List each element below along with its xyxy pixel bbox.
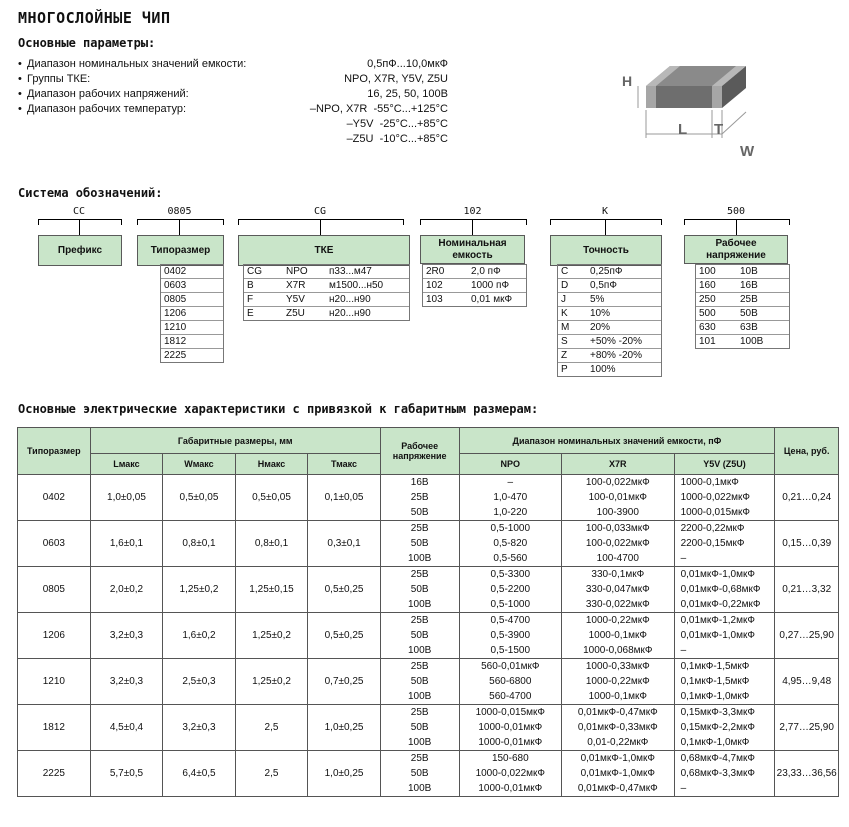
cell-h: 1,25±0,15 [235,567,308,613]
cell-y5v-line: 0,01мкФ-1,2мкФ [680,615,755,626]
dim-l-label: L [678,121,688,138]
cell-x7r-line: 330-0,1мкФ [591,569,645,580]
cell-x7r-line: 100-0,033мкФ [585,523,650,534]
table-row [18,613,839,659]
cell-size: 0805 [18,567,91,613]
code-tke: CG [313,206,327,217]
cell-x7r-line: 330-0,022мкФ [585,599,650,610]
chip-front [646,86,722,108]
cell-x7r [562,751,675,797]
cell-npo [459,705,562,751]
list-item: 250 25В [696,293,789,307]
table-heading: Основные электрические характеристики с привязкой к габаритным размерам: [18,402,539,416]
cell-npo [459,613,562,659]
cell-price: 2,77…25,90 [775,705,839,751]
cell-voltage-line: 25В [410,661,429,672]
dim-t-label: T [714,121,724,138]
cell-t: 0,5±0,25 [308,613,381,659]
cell-x7r-line: 0,01-0,22мкФ [587,737,649,748]
header-range: Диапазон номинальных значений емкости, пФ [459,428,775,454]
cell-voltage-line: 25В [410,753,429,764]
cell-h: 0,8±0,1 [235,521,308,567]
header-t: Тмакс [308,454,381,475]
cell-y5v-line: 0,68мкФ-4,7мкФ [680,753,755,764]
cell-t: 0,7±0,25 [308,659,381,705]
cell-npo-line: 0,5-3300 [490,569,531,580]
cell-y5v-line: – [680,645,687,656]
table-row [18,567,839,613]
cell-y5v [674,567,775,613]
cell-voltage-line: 50В [410,768,429,779]
cell-l: 4,5±0,4 [90,705,163,751]
cell-npo-line: 1000-0,01мкФ [478,722,543,733]
cell-x7r-line: 0,01мкФ-0,33мкФ [577,722,658,733]
cell-x7r [562,475,675,521]
cell-x7r-line: 330-0,047мкФ [585,584,650,595]
cell-x7r-line: 0,01мкФ-0,47мкФ [577,783,658,794]
list-item: 103 0,01 мкФ [426,294,513,305]
box-prefix: Префикс [38,235,122,266]
cell-npo-line: 0,5-1000 [490,599,531,610]
bracket [137,219,224,225]
header-h: Hмакс [235,454,308,475]
cell-y5v-line: 1000-0,022мкФ [680,492,751,503]
cell-y5v-line: 0,1мкФ-1,5мкФ [680,676,750,687]
list-item: P 100% [561,364,616,375]
header-w: Wмакс [163,454,236,475]
cell-voltage-line: 100В [407,599,432,610]
cell-y5v-line: 1000-0,1мкФ [680,477,739,488]
cell-price: 0,21…3,32 [775,567,839,613]
cell-x7r-line: 1000-0,068мкФ [583,645,653,656]
cell-npo-line: 0,5-4700 [490,615,531,626]
cell-voltage-line: 25В [410,492,429,503]
cell-x7r-line: 100-4700 [596,553,639,564]
cell-size: 1210 [18,659,91,705]
list-item: M 20% [558,321,661,335]
cell-npo-line: 0,5-560 [493,553,528,564]
tolerance-list [557,264,662,377]
cell-voltage-line: 50В [410,507,429,518]
list-item: 102 1000 пФ [423,279,526,293]
cell-npo [459,521,562,567]
cell-l: 2,0±0,2 [90,567,163,613]
list-item: K 10% [558,307,661,321]
cell-l: 5,7±0,5 [90,751,163,797]
bracket [238,219,404,225]
code-tolerance: K [601,206,609,217]
bracket [684,219,790,225]
header-price: Цена, руб. [775,428,839,475]
cell-y5v-line: 1000-0,015мкФ [680,507,751,518]
box-tolerance: Точность [550,235,662,266]
cell-t: 0,1±0,05 [308,475,381,521]
code-capacity: 102 [463,206,482,217]
param-row: • Диапазон рабочих температур: –NPO, X7R -55°C...+125°C [18,103,448,115]
cell-x7r [562,613,675,659]
cell-npo-line: 0,5-3900 [490,630,531,641]
cell-voltage [380,613,459,659]
header-npo: NPO [459,454,562,475]
cell-npo-line: 1,0-470 [493,492,528,503]
cell-y5v [674,705,775,751]
list-item: 101 100В [699,336,764,347]
cell-t: 1,0±0,25 [308,751,381,797]
size-list [160,264,224,363]
table-row [18,659,839,705]
box-voltage: Рабочее напряжение [684,235,788,264]
cell-w: 0,8±0,1 [163,521,236,567]
cell-h: 1,25±0,2 [235,659,308,705]
cell-voltage-line: 100В [407,783,432,794]
cell-y5v [674,613,775,659]
list-item: 1210 [161,321,223,335]
cell-y5v-line: – [680,783,687,794]
cell-l: 1,0±0,05 [90,475,163,521]
cell-size: 2225 [18,751,91,797]
cell-npo-line: 1000-0,022мкФ [475,768,546,779]
cell-size: 0402 [18,475,91,521]
cell-y5v-line: 0,68мкФ-3,3мкФ [680,768,755,779]
voltage-list [695,264,790,349]
cell-x7r-line: 0,01мкФ-0,47мкФ [577,707,658,718]
table-row [18,521,839,567]
cell-npo [459,659,562,705]
cell-x7r-line: 1000-0,1мкФ [588,630,647,641]
cell-y5v-line: 2200-0,22мкФ [680,523,745,534]
cell-y5v-line: 0,15мкФ-2,2мкФ [680,722,755,733]
cell-h: 0,5±0,05 [235,475,308,521]
spec-table [17,427,839,797]
table-row [18,751,839,797]
cell-h: 1,25±0,2 [235,613,308,659]
cell-voltage [380,475,459,521]
cell-voltage-line: 25В [410,707,429,718]
cell-x7r-line: 100-3900 [596,507,639,518]
cell-npo-line: 1,0-220 [493,507,528,518]
cell-npo-line: 1000-0,015мкФ [475,707,546,718]
cell-npo-line: 1000-0,01мкФ [478,737,543,748]
cell-voltage [380,705,459,751]
list-item: 0805 [161,293,223,307]
designation-heading: Система обозначений: [18,186,163,200]
cell-y5v [674,475,775,521]
list-item: J 5% [558,293,661,307]
cell-l: 3,2±0,3 [90,659,163,705]
cell-size: 1812 [18,705,91,751]
bracket [420,219,527,225]
tke-list [243,264,410,321]
cell-x7r [562,567,675,613]
cell-y5v-line: – [680,553,687,564]
table-row [18,475,839,521]
list-item: C 0,25пФ [558,265,661,279]
cell-w: 2,5±0,3 [163,659,236,705]
param-row: • Группы ТКЕ: NPO, X7R, Y5V, Z5U [18,73,448,85]
param-row: • Диапазон номинальных значений емкости: 0,5пФ...10,0мкФ [18,58,448,70]
code-voltage: 500 [726,206,746,217]
cell-x7r [562,705,675,751]
cell-w: 6,4±0,5 [163,751,236,797]
header-x7r: X7R [562,454,675,475]
cell-npo-line: 0,5-1500 [490,645,531,656]
cell-voltage-line: 50В [410,630,429,641]
code-prefix: CC [72,206,86,217]
cell-voltage-line: 50В [410,538,429,549]
cell-w: 1,25±0,2 [163,567,236,613]
box-tke: ТКЕ [238,235,410,266]
cell-x7r-line: 100-0,01мкФ [588,492,647,503]
cell-voltage [380,567,459,613]
cell-x7r-line: 100-0,022мкФ [585,477,650,488]
cell-x7r-line: 1000-0,1мкФ [588,691,647,702]
cell-x7r-line: 0,01мкФ-1,0мкФ [580,768,655,779]
box-capacity: Номинальная емкость [420,235,525,264]
cell-npo [459,567,562,613]
header-y5v: Y5V (Z5U) [674,454,775,475]
bracket [550,219,662,225]
cell-w: 1,6±0,2 [163,613,236,659]
list-item: 0603 [161,279,223,293]
cell-x7r [562,521,675,567]
cell-npo-line: 560-6800 [489,676,532,687]
cell-npo-line: 0,5-2200 [490,584,531,595]
cell-y5v [674,659,775,705]
cell-voltage [380,659,459,705]
cell-npo-line: 150-680 [491,753,529,764]
cell-npo-line: – [507,477,514,488]
list-item: 500 50В [696,307,789,321]
list-item: CG NPO п33...м47 [244,265,409,279]
header-l: Lмакс [90,454,163,475]
cell-voltage-line: 16В [410,477,429,488]
cell-l: 3,2±0,3 [90,613,163,659]
cell-size: 0603 [18,521,91,567]
cell-voltage-line: 100В [407,645,432,656]
cell-npo-line: 560-0,01мкФ [481,661,540,672]
cell-y5v-line: 0,1мкФ-1,5мкФ [680,661,750,672]
cell-t: 0,5±0,25 [308,567,381,613]
cell-x7r-line: 1000-0,33мкФ [585,661,650,672]
cell-npo [459,751,562,797]
cell-voltage [380,521,459,567]
params-list [18,57,448,147]
cell-price: 0,21…0,24 [775,475,839,521]
list-item: B X7R м1500...н50 [244,279,409,293]
list-item: F Y5V н20...н90 [244,293,409,307]
cell-x7r-line: 1000-0,22мкФ [585,615,650,626]
cell-x7r [562,659,675,705]
list-item: 0402 [161,265,223,279]
cell-voltage-line: 50В [410,722,429,733]
list-item: 100 10В [696,265,789,279]
params-heading: Основные параметры: [18,36,156,50]
cell-npo [459,475,562,521]
cell-h: 2,5 [235,705,308,751]
cell-price: 0,27…25,90 [775,613,839,659]
list-item: 2R0 2,0 пФ [423,265,526,279]
header-size: Типоразмер [18,428,91,475]
dim-w-label: W [740,143,755,160]
table-row [18,705,839,751]
bracket [38,219,122,225]
cell-y5v-line: 0,01мкФ-0,22мкФ [680,599,761,610]
cell-voltage-line: 25В [410,615,429,626]
cell-y5v-line: 0,01мкФ-1,0мкФ [680,630,755,641]
cell-x7r-line: 0,01мкФ-1,0мкФ [580,753,655,764]
cell-voltage-line: 100В [407,553,432,564]
param-row: • Диапазон рабочих напряжений: 16, 25, 50, 100В [18,88,448,100]
cell-voltage-line: 25В [410,569,429,580]
code-size: 0805 [167,206,192,217]
cell-t: 0,3±0,1 [308,521,381,567]
cell-w: 0,5±0,05 [163,475,236,521]
cell-voltage-line: 50В [410,584,429,595]
cell-voltage-line: 100В [407,691,432,702]
cell-y5v-line: 0,15мкФ-3,3мкФ [680,707,755,718]
cell-x7r-line: 100-0,022мкФ [585,538,650,549]
list-item: 1812 [161,335,223,349]
cell-voltage-line: 100В [407,737,432,748]
cell-npo-line: 1000-0,01мкФ [478,783,543,794]
capacity-list [422,264,527,307]
param-row: –Y5V -25°C...+85°C [346,118,448,130]
cell-npo-line: 560-4700 [489,691,532,702]
cell-y5v [674,751,775,797]
dim-h-label: H [622,73,633,89]
header-dims: Габаритные размеры, мм [90,428,380,454]
cell-y5v-line: 0,01мкФ-1,0мкФ [680,569,755,580]
cell-price: 23,33…36,56 [775,751,839,797]
list-item: 630 63В [696,321,789,335]
list-item: Z +80% -20% [558,349,661,363]
list-item: 1206 [161,307,223,321]
cell-h: 2,5 [235,751,308,797]
cell-voltage-line: 50В [410,676,429,687]
param-row: –Z5U -10°C...+85°C [346,133,448,145]
cell-voltage [380,751,459,797]
page-title: МНОГОСЛОЙНЫЕ ЧИП [18,9,171,27]
cell-w: 3,2±0,3 [163,705,236,751]
header-voltage: Рабочее напряжение [380,428,459,475]
chip-diagram [618,48,768,160]
box-size: Типоразмер [137,235,224,266]
cell-t: 1,0±0,25 [308,705,381,751]
cell-npo-line: 0,5-1000 [490,523,531,534]
list-item: S +50% -20% [558,335,661,349]
cell-y5v-line: 0,1мкФ-1,0мкФ [680,691,750,702]
cell-y5v-line: 2200-0,15мкФ [680,538,745,549]
cell-npo-line: 0,5-820 [493,538,528,549]
cell-y5v-line: 0,1мкФ-1,0мкФ [680,737,750,748]
cell-price: 0,15…0,39 [775,521,839,567]
list-item: E Z5U н20...н90 [247,308,371,319]
cell-price: 4,95…9,48 [775,659,839,705]
cell-y5v-line: 0,01мкФ-0,68мкФ [680,584,761,595]
cell-y5v [674,521,775,567]
list-item: 2225 [164,350,187,361]
cell-x7r-line: 1000-0,22мкФ [585,676,650,687]
list-item: D 0,5пФ [558,279,661,293]
cell-voltage-line: 25В [410,523,429,534]
list-item: 160 16В [696,279,789,293]
cell-size: 1206 [18,613,91,659]
cell-l: 1,6±0,1 [90,521,163,567]
